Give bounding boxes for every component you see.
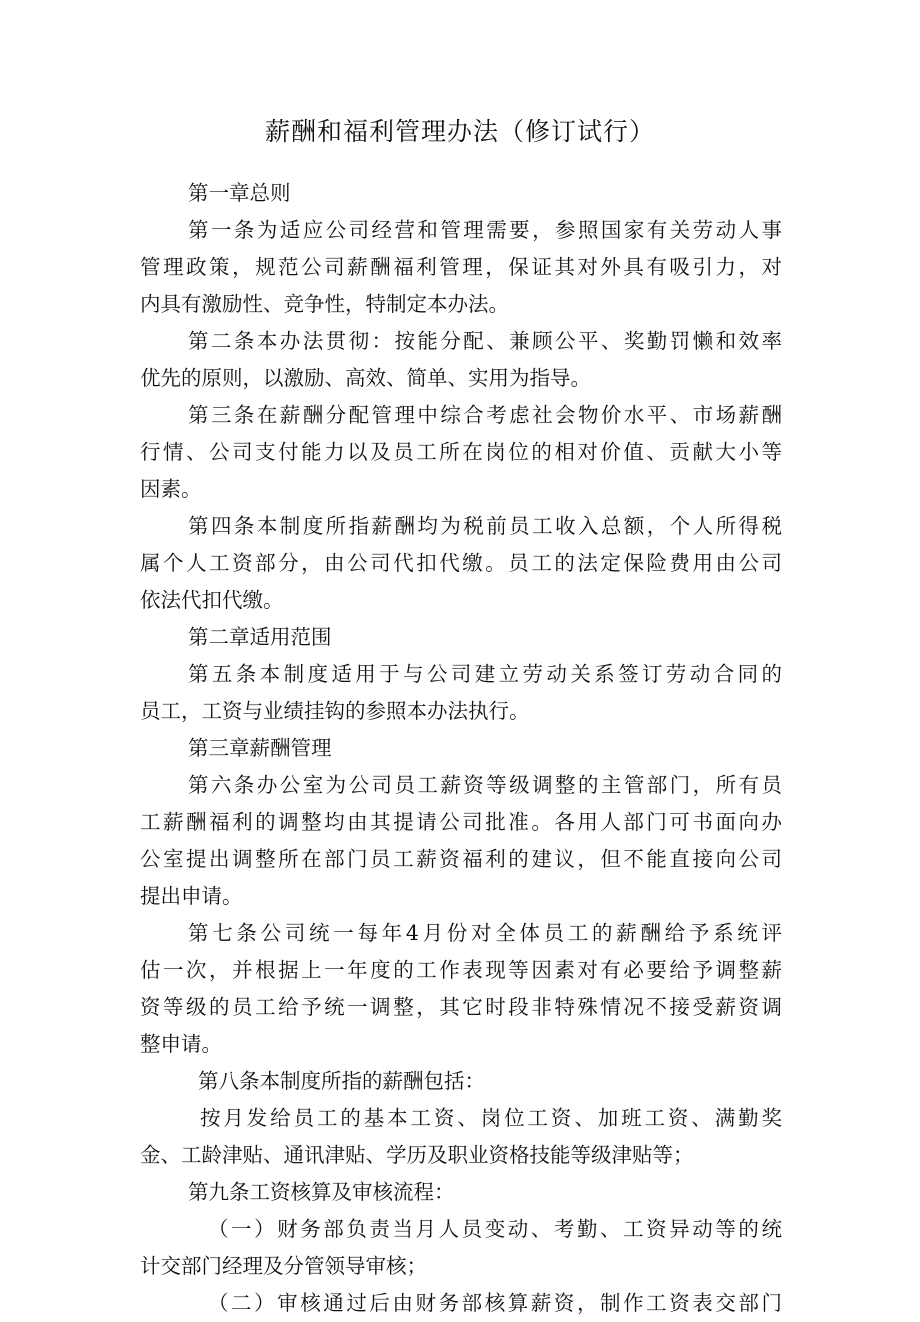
paragraph-line: 金、工龄津贴、通讯津贴、学历及职业资格技能等级津贴等； [140, 1143, 694, 1167]
paragraph-line: 行情、公司支付能力以及员工所在岗位的相对价值、贡献大小等 [140, 440, 782, 464]
paragraph-line: 优先的原则，以激励、高效、简单、实用为指导。 [140, 366, 591, 390]
paragraph-line: 第七条公司统一每年4月份对全体员工的薪酬给予系统评 [188, 921, 782, 945]
paragraph-line: 第八条本制度所指的薪酬包括： [198, 1069, 485, 1093]
paragraph-line: 依法代扣代缴。 [140, 588, 284, 612]
paragraph-line: 第六条办公室为公司员工薪资等级调整的主管部门，所有员 [188, 773, 782, 797]
chapter-heading: 第二章适用范围 [188, 625, 332, 649]
list-item-line: （二）审核通过后由财务部核算薪资，制作工资表交部门 [208, 1291, 782, 1315]
paragraph-line: 资等级的员工给予统一调整，其它时段非特殊情况不接受薪资调 [140, 995, 782, 1019]
paragraph-line: 管理政策，规范公司薪酬福利管理，保证其对外具有吸引力，对 [140, 255, 782, 279]
paragraph-line: 员工，工资与业绩挂钩的参照本办法执行。 [140, 699, 530, 723]
paragraph-line: 第九条工资核算及审核流程： [188, 1180, 455, 1204]
document-title: 薪酬和福利管理办法（修订试行） [264, 117, 655, 146]
paragraph-line: 第五条本制度适用于与公司建立劳动关系签订劳动合同的 [188, 662, 782, 686]
paragraph-line: 估一次，并根据上一年度的工作表现等因素对有必要给予调整薪 [140, 958, 782, 982]
paragraph-line: 第三条在薪酬分配管理中综合考虑社会物价水平、市场薪酬 [188, 403, 782, 427]
list-item-line: （一）财务部负责当月人员变动、考勤、工资异动等的统 [208, 1217, 782, 1241]
chapter-heading: 第三章薪酬管理 [188, 736, 332, 760]
paragraph-line: 整申请。 [140, 1032, 222, 1056]
paragraph-line: 因素。 [140, 477, 202, 501]
chapter-heading: 第一章总则 [188, 181, 291, 205]
paragraph-line: 按月发给员工的基本工资、岗位工资、加班工资、满勤奖 [200, 1106, 782, 1130]
paragraph-line: 第四条本制度所指薪酬均为税前员工收入总额，个人所得税 [188, 514, 782, 538]
paragraph-line: 提出申请。 [140, 884, 243, 908]
paragraph-line: 公室提出调整所在部门员工薪资福利的建议，但不能直接向公司 [140, 847, 782, 871]
document-body [140, 175, 782, 1322]
paragraph-line: 第一条为适应公司经营和管理需要，参照国家有关劳动人事 [188, 218, 782, 242]
paragraph-line: 属个人工资部分，由公司代扣代缴。员工的法定保险费用由公司 [140, 551, 782, 575]
paragraph-line: 第二条本办法贯彻：按能分配、兼顾公平、奖勤罚懒和效率 [188, 329, 782, 353]
paragraph-line: 工薪酬福利的调整均由其提请公司批准。各用人部门可书面向办 [140, 810, 782, 834]
paragraph-line: 内具有激励性、竞争性，特制定本办法。 [140, 292, 509, 316]
list-item-line: 计交部门经理及分管领导审核； [140, 1254, 427, 1278]
